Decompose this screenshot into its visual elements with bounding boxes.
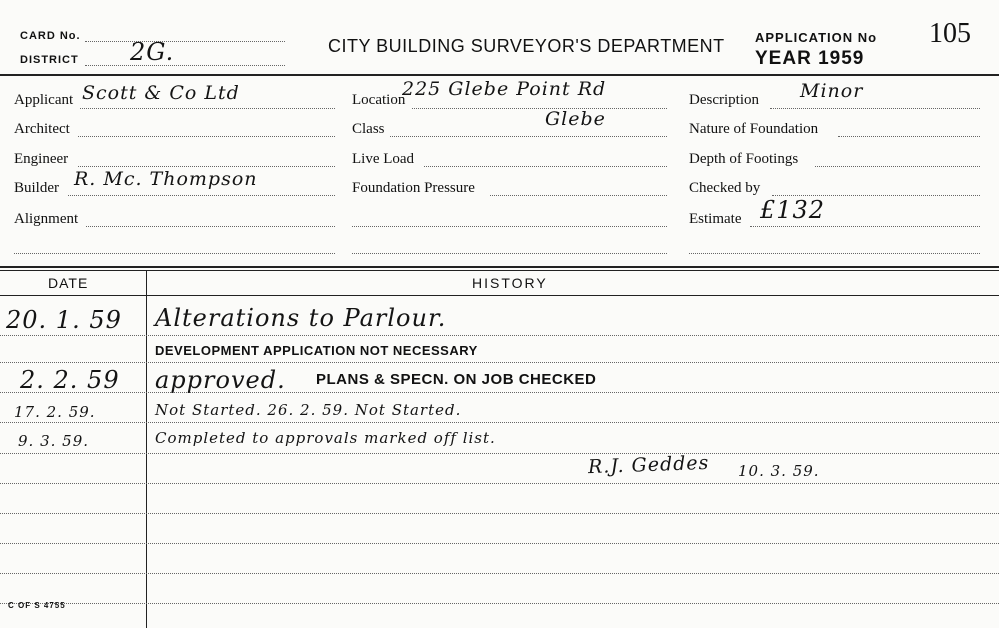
- row-line: [0, 573, 999, 574]
- builder-value: R. Mc. Thompson: [74, 168, 258, 190]
- location-value: 225 Glebe Point Rd: [402, 78, 607, 100]
- depth-footings-line: [815, 166, 980, 167]
- location-value-2: Glebe: [545, 108, 606, 130]
- live-load-label: Live Load: [352, 151, 415, 167]
- nature-foundation-label: Nature of Foundation: [689, 121, 819, 137]
- row-line: [0, 603, 999, 604]
- nature-foundation-line: [838, 136, 980, 137]
- row-0-entry: Alterations to Parlour.: [155, 304, 447, 332]
- builder-line: [68, 195, 335, 196]
- year-label: YEAR 1959: [755, 48, 865, 69]
- description-value: Minor: [800, 80, 864, 102]
- architect-line: [78, 136, 335, 137]
- history-header: HISTORY: [472, 275, 548, 291]
- row-2-typed-entry: PLANS & SPECN. ON JOB CHECKED: [316, 371, 597, 388]
- depth-footings-label: Depth of Footings: [689, 151, 799, 167]
- row-0-date: 20. 1. 59: [6, 306, 122, 334]
- engineer-label: Engineer: [14, 151, 69, 167]
- table-header-rule: [0, 295, 999, 296]
- alignment-line: [86, 226, 335, 227]
- foundation-pressure-line: [490, 195, 667, 196]
- card-no-line: [85, 41, 285, 42]
- form-code: C OF S 4755: [8, 601, 66, 610]
- live-load-line: [424, 166, 667, 167]
- location-line: [412, 108, 667, 109]
- middle-extra-line-2: [352, 253, 667, 254]
- district-value: 2G.: [130, 38, 175, 66]
- alignment-label: Alignment: [14, 211, 79, 227]
- estimate-label: Estimate: [689, 211, 742, 227]
- location-label: Location: [352, 92, 406, 108]
- table-top-rule-2: [0, 270, 999, 271]
- engineer-line: [78, 166, 335, 167]
- district-label: DISTRICT: [20, 54, 79, 66]
- row-line: [0, 483, 999, 484]
- district-line: [85, 65, 285, 66]
- row-line: [0, 335, 999, 336]
- row-1-entry: DEVELOPMENT APPLICATION NOT NECESSARY: [155, 343, 478, 358]
- applicant-label: Applicant: [14, 92, 74, 108]
- row-2-date: 2. 2. 59: [20, 366, 120, 394]
- header-divider: [0, 74, 999, 76]
- row-4-entry: Completed to approvals marked off list.: [155, 429, 496, 447]
- row-line: [0, 392, 999, 393]
- row-line: [0, 513, 999, 514]
- application-label: APPLICATION No: [755, 30, 878, 45]
- signature: R.J. Geddes: [587, 451, 710, 479]
- row-line: [0, 453, 999, 454]
- alignment-line-2: [14, 253, 335, 254]
- right-extra-line: [689, 253, 980, 254]
- middle-extra-line: [352, 226, 667, 227]
- description-line: [770, 108, 980, 109]
- applicant-value: Scott & Co Ltd: [82, 82, 240, 104]
- estimate-line: [750, 226, 980, 227]
- row-4-date: 9. 3. 59.: [18, 432, 90, 450]
- foundation-pressure-label: Foundation Pressure: [352, 180, 475, 196]
- class-line: [390, 136, 667, 137]
- row-3-date: 17. 2. 59.: [14, 403, 96, 421]
- applicant-line: [80, 108, 335, 109]
- row-line: [0, 543, 999, 544]
- application-number: 105: [929, 18, 971, 49]
- builder-label: Builder: [14, 180, 59, 196]
- row-2-entry: approved.: [155, 366, 286, 394]
- date-header: DATE: [48, 275, 89, 291]
- row-3-entry: Not Started. 26. 2. 59. Not Started.: [155, 401, 462, 419]
- date-column-divider: [146, 271, 147, 628]
- table-top-rule: [0, 266, 999, 268]
- card-no-label: CARD No.: [20, 30, 81, 42]
- checked-by-label: Checked by: [689, 180, 761, 196]
- estimate-value: £132: [760, 196, 826, 224]
- architect-label: Architect: [14, 121, 70, 137]
- description-label: Description: [689, 92, 759, 108]
- row-line: [0, 422, 999, 423]
- signature-date: 10. 3. 59.: [738, 462, 820, 480]
- department-title: CITY BUILDING SURVEYOR'S DEPARTMENT: [328, 36, 725, 56]
- class-label: Class: [352, 121, 385, 137]
- row-line: [0, 362, 999, 363]
